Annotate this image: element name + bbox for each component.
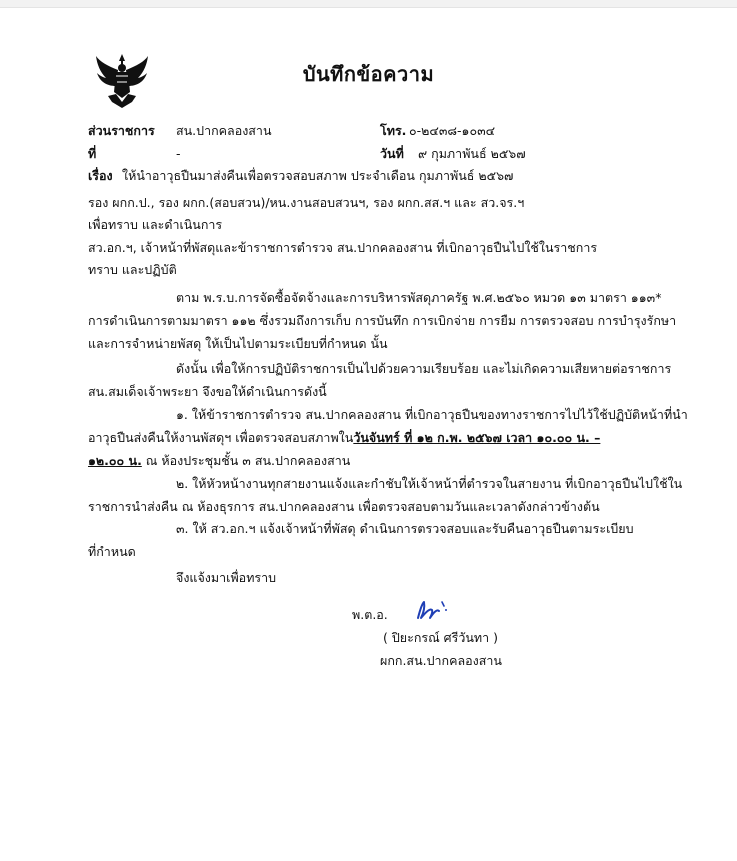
recipients-line-4: ทราบ และปฏิบัติ bbox=[88, 262, 177, 277]
item-2-line-2: ราชการนำส่งคืน ณ ห้องธุรการ สน.ปากคลองสาน เพื่อตรวจสอบตามวันและเวลาดังกล่าวข้างต้น bbox=[88, 499, 600, 514]
ref-value: - bbox=[176, 146, 181, 161]
handwritten-signature bbox=[412, 596, 452, 622]
item-1-line-3 bbox=[88, 453, 350, 469]
signer-position: ผกก.สน.ปากคลองสาน bbox=[380, 653, 502, 668]
phone-value: ๐-๒๔๓๘-๑๐๓๔ bbox=[409, 123, 496, 138]
paragraph-1-line-2: การดำเนินการตามมาตรา ๑๑๒ ซึ่งรวมถึงการเก็บ การบันทึก การเบิกจ่าย การยืม การตรวจสอบ การบำรุงรักษา bbox=[88, 313, 677, 328]
item-2-line-1: ๒. ให้หัวหน้างานทุกสายงานแจ้งและกำชับให้เจ้าหน้าที่ตำรวจในสายงาน ที่เบิกอาวุธปืนไปใช้ใน bbox=[176, 476, 683, 491]
subject-value: ให้นำอาวุธปืนมาส่งคืนเพื่อตรวจสอบสภาพ ประจำเดือน กุมภาพันธ์ ๒๕๖๗ bbox=[122, 168, 514, 183]
ref-label: ที่ bbox=[88, 146, 97, 161]
viewer-top-bar bbox=[0, 0, 737, 8]
recipients-line-3: สว.อก.ฯ, เจ้าหน้าที่พัสดุและข้าราชการตำรวจ สน.ปากคลองสาน ที่เบิกอาวุธปืนไปใช้ในราชการ bbox=[88, 240, 598, 255]
item-1-time-emphasis: ๑๒.๐๐ น. bbox=[88, 453, 142, 468]
item-1-line-1: ๑. ให้ข้าราชการตำรวจ สน.ปากคลองสาน ที่เบิกอาวุธปืนของทางราชการไปไว้ใช้ปฏิบัติหน้าที่นำ bbox=[176, 407, 688, 422]
item-1-line-2 bbox=[88, 430, 600, 446]
dept-label: ส่วนราชการ bbox=[88, 123, 155, 138]
phone-label: โทร. bbox=[380, 123, 407, 138]
paragraph-1-line-3: และการจำหน่ายพัสดุ ให้เป็นไปตามระเบียบที่กำหนด นั้น bbox=[88, 336, 388, 351]
subject-label: เรื่อง bbox=[88, 168, 113, 183]
date-label: วันที่ bbox=[380, 146, 404, 161]
item-1-line-2-text: อาวุธปืนส่งคืนให้งานพัสดุฯ เพื่อตรวจสอบสภาพใน bbox=[88, 430, 354, 445]
recipients-line-2: เพื่อทราบ และดำเนินการ bbox=[88, 217, 223, 232]
recipients-line-1: รอง ผกก.ป., รอง ผกก.(สอบสวน)/หน.งานสอบสวนฯ, รอง ผกก.สส.ฯ และ สว.จร.ฯ bbox=[88, 195, 525, 210]
dept-value: สน.ปากคลองสาน bbox=[176, 123, 272, 138]
date-value: ๙ กุมภาพันธ์ ๒๕๖๗ bbox=[418, 146, 526, 161]
item-3-line-1: ๓. ให้ สว.อก.ฯ แจ้งเจ้าหน้าที่พัสดุ ดำเนินการตรวจสอบและรับคืนอาวุธปืนตามระเบียบ bbox=[176, 521, 634, 536]
item-1-date-emphasis: วันจันทร์ ที่ ๑๒ ก.พ. ๒๕๖๗ เวลา ๑๐.๐๐ น. – bbox=[353, 430, 601, 445]
paragraph-2-line-2: สน.สมเด็จเจ้าพระยา จึงขอให้ดำเนินการดังนี้ bbox=[88, 384, 327, 399]
closing-line: จึงแจ้งมาเพื่อทราบ bbox=[176, 570, 277, 585]
signer-rank: พ.ต.อ. bbox=[352, 607, 388, 622]
document-title: บันทึกข้อความ bbox=[302, 62, 435, 86]
item-3-line-2: ที่กำหนด bbox=[88, 544, 136, 559]
paragraph-2-line-1: ดังนั้น เพื่อให้การปฏิบัติราชการเป็นไปด้วยความเรียบร้อย และไม่เกิดความเสียหายต่อราชการ bbox=[176, 361, 672, 376]
item-1-location: ณ ห้องประชุมชั้น ๓ สน.ปากคลองสาน bbox=[141, 453, 351, 468]
paragraph-1-line-1: ตาม พ.ร.บ.การจัดซื้อจัดจ้างและการบริหารพัสดุภาครัฐ พ.ศ.๒๕๖๐ หมวด ๑๓ มาตรา ๑๑๓* bbox=[176, 290, 662, 305]
signer-name: ( ปิยะกรณ์ ศรีวันทา ) bbox=[383, 630, 498, 645]
